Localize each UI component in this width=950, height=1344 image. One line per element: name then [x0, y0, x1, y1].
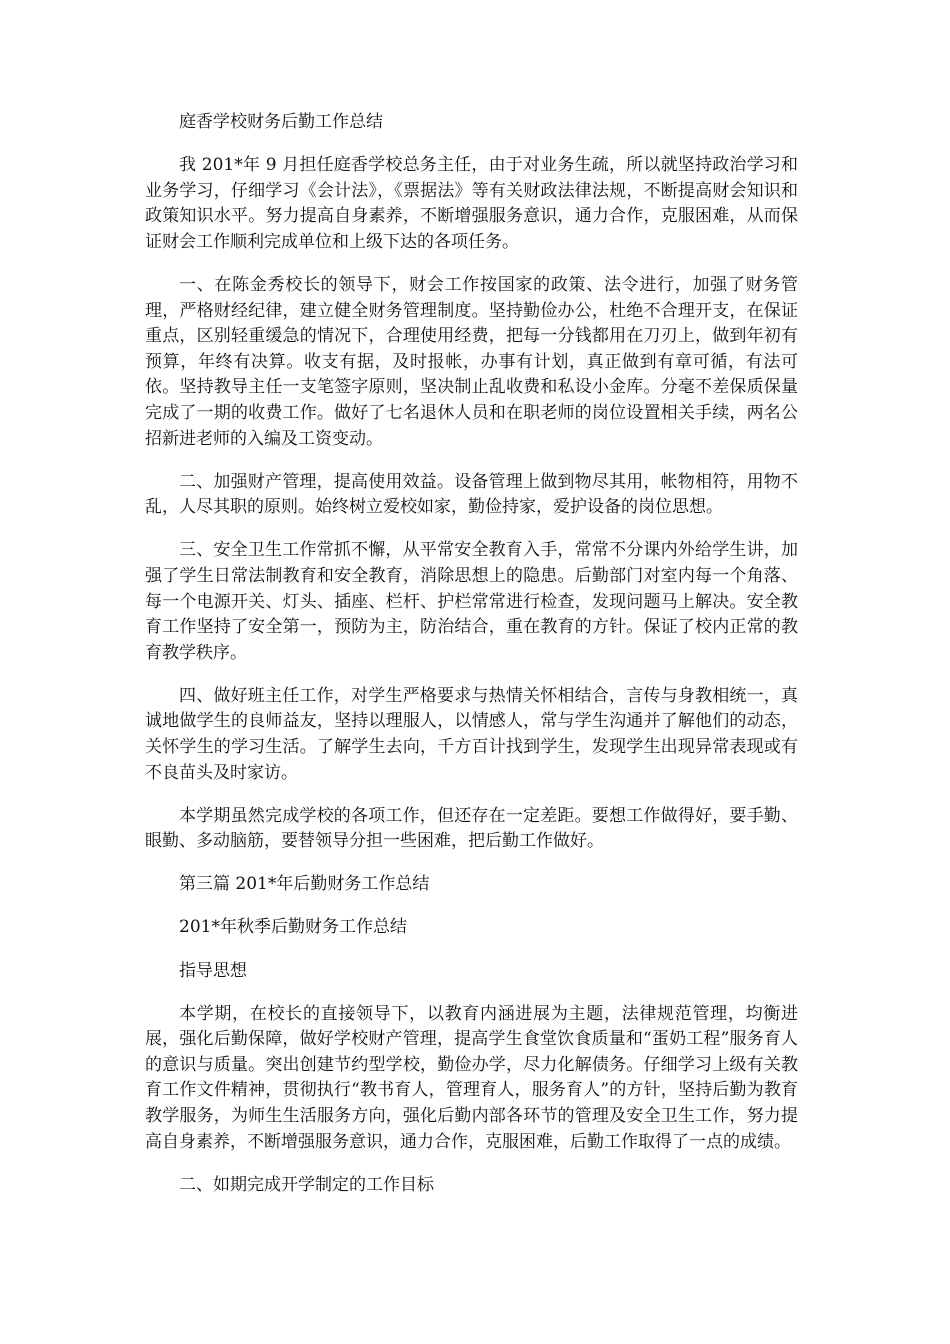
- paragraph-finance-management: 一、在陈金秀校长的领导下，财会工作按国家的政策、法令进行，加强了财务管理，严格财经纪律，建立健全财务管理制度。坚持勤俭办公，杜绝不合理开支，在保证重点，区别轻重缓急的情况下，合理使用经费，把每一分钱都用在刀刃上，做到年初有预算，年终有决算。收支有据，及时报帐，办事有计划，真正做到有章可循，有法可依。坚持教导主任一支笔签字原则，坚决制止乱收费和私设小金库。分毫不差保质保量完成了一期的收费工作。做好了七名退休人员和在职老师的岗位设置相关手续，两名公招新进老师的入编及工资变动。: [145, 274, 798, 449]
- section-heading-goals: 二、如期完成开学制定的工作目标: [179, 1174, 434, 1195]
- paragraph-intro: 我 201*年 9 月担任庭香学校总务主任，由于对业务生疏，所以就坚持政治学习和业务学习，仔细学习《会计法》，《票据法》等有关财政法律法规，不断提高财会知识和政策知识水平。努力提高自身素养，不断增强服务意识，通力合作，克服困难，从而保证财会工作顺利完成单位和上级下达的各项任务。: [145, 155, 798, 252]
- paragraph-property-management: 二、加强财产管理，提高使用效益。设备管理上做到物尽其用，帐物相符，用物不乱，人尽其职的原则。始终树立爱校如家，勤俭持家，爱护设备的岗位思想。: [145, 471, 798, 518]
- paragraph-safety-hygiene: 三、安全卫生工作常抓不懈，从平常安全教育入手，常常不分课内外给学生讲，加强了学生日常法制教育和安全教育，消除思想上的隐患。后勤部门对室内每一个角落、每一个电源开关、灯头、插座、栏杆、护栏常常进行检查，发现问题马上解决。安全教育工作坚持了安全第一，预防为主，防治结合，重在教育的方针。保证了校内正常的教育教学秩序。: [145, 540, 798, 663]
- section-heading-third-article: 第三篇 201*年后勤财务工作总结: [179, 874, 430, 895]
- document-body: [145, 110, 798, 1216]
- document-title: 庭香学校财务后勤工作总结: [179, 112, 383, 132]
- section-subtitle: 201*年秋季后勤财务工作总结: [179, 917, 407, 938]
- paragraph-conclusion: 本学期虽然完成学校的各项工作，但还存在一定差距。要想工作做得好，要手勤、眼勤、多动脑筋，要替领导分担一些困难，把后勤工作做好。: [145, 805, 798, 852]
- paragraph-this-semester: 本学期，在校长的直接领导下，以教育内涵进展为主题，法律规范管理，均衡进展，强化后勤保障，做好学校财产管理，提高学生食堂饮食质量和“蛋奶工程”服务育人的意识与质量。突出创建节约型学校，勤俭办学，尽力化解债务。仔细学习上级有关教育工作文件精神，贯彻执行“教书育人，管理育人，服务育人”的方针，坚持后勤为教育教学服务，为师生生活服务方向，强化后勤内部各环节的管理及安全卫生工作，努力提高自身素养，不断增强服务意识，通力合作，克服困难，后勤工作取得了一点的成绩。: [145, 1003, 798, 1152]
- paragraph-class-teacher: 四、做好班主任工作，对学生严格要求与热情关怀相结合，言传与身教相统一，真诚地做学生的良师益友，坚持以理服人，以情感人，常与学生沟通并了解他们的动态，关怀学生的学习生活。了解学生去向，千方百计找到学生，发现学生出现异常表现或有不良苗头及时家访。: [145, 685, 798, 783]
- section-heading-guiding-thought: 指导思想: [179, 960, 247, 981]
